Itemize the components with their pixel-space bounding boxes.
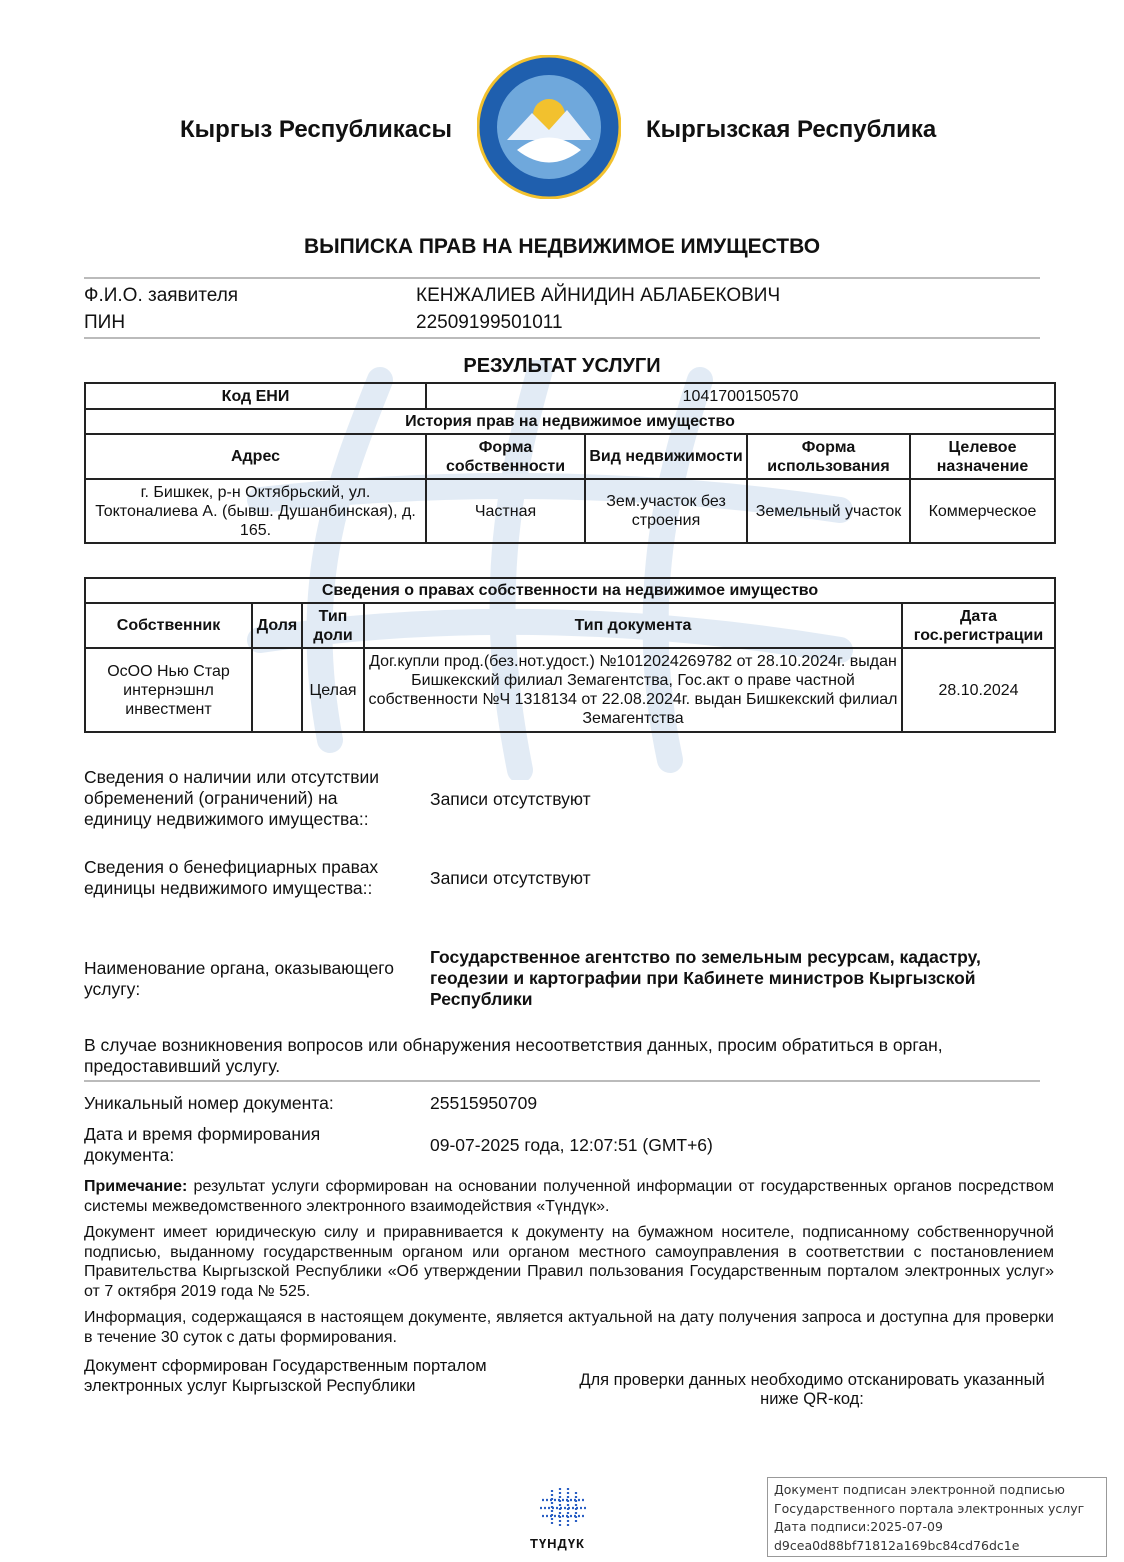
header-purpose: Целевое назначение [910, 434, 1055, 479]
note-text: результат услуги сформирован на основании полученной информации от государственных органов посредством системы межведомственного электронного взаимодействия «Түндүк». [84, 1178, 1054, 1215]
e-signature-stamp [767, 1477, 1107, 1557]
pin-label: ПИН [84, 312, 126, 333]
result-title: РЕЗУЛЬТАТ УСЛУГИ [463, 355, 661, 377]
state-emblem [477, 55, 621, 199]
header-ownership-form: Форма собственности [426, 434, 585, 479]
share-cell [252, 648, 302, 732]
ownership-rights-table [84, 577, 1056, 733]
header-right-title: Кыргызская Республика [646, 116, 937, 143]
share-type-cell: Целая [302, 648, 364, 732]
divider [84, 337, 1040, 339]
property-type-cell: Зем.участок без строения [585, 479, 747, 543]
header-left-title: Кыргыз Республикасы [180, 116, 452, 143]
address-cell: г. Бишкек, р-н Октябрьский, ул. Токтоналиева А. (бывш. Душанбинская), д. 165. [85, 479, 426, 543]
stamp-line: Документ подписан электронной подписью [774, 1482, 1065, 1497]
legal-text: Документ имеет юридическую силу и приравнивается к документу на бумажном носителе, подписанному собственноручной подписью, выданному государственным органом или органом местного самоуправления в соответствии с постановлением Правительства Кыргызской Республики «Об утверждении Правил пользования Государственным порталом электронных услуг» от 7 октября 2019 года № 525. [84, 1224, 1054, 1300]
header-property-type: Вид недвижимости [585, 434, 747, 479]
info-text: Информация, содержащаяся в настоящем документе, является актуальной на дату получения запроса и доступна для проверки в течение 30 суток с даты формирования. [84, 1309, 1054, 1346]
code-label: Код ЕНИ [85, 383, 426, 409]
header-share: Доля [252, 603, 302, 648]
stamp-date: Дата подписи:2025-07-09 [774, 1519, 943, 1534]
header-address: Адрес [85, 434, 426, 479]
stamp-hash: d9cea0d88bf71812a169bc84cd76dc1e [774, 1537, 1020, 1553]
header-share-type: Тип доли [302, 603, 364, 648]
doc-date-label: Дата и время формирования документа: [84, 1124, 321, 1165]
property-history-table [84, 382, 1056, 544]
section-title: Сведения о правах собственности на недвижимое имущество [85, 578, 1055, 603]
stamp-line: Государственного портала электронных услуг [774, 1500, 1085, 1516]
qr-note: Для проверки данных необходимо отсканировать указанный ниже QR-код: [579, 1371, 1045, 1408]
note-label: Примечание: [84, 1178, 188, 1195]
encumbrance-label: Сведения о наличии или отсутствии обременений (ограничений) на единицу недвижимого имущества:: [84, 767, 380, 829]
doc-number-label: Уникальный номер документа: [84, 1093, 334, 1113]
owner-cell: ОсОО Нью Стар интернэшнл инвестмент [85, 648, 252, 732]
agency-label: Наименование органа, оказывающего услугу: [84, 958, 395, 999]
tunduk-logo-text: ТҮНДҮК [530, 1536, 585, 1551]
formed-by: Документ сформирован Государственным порталом электронных услуг Кыргызской Республики [84, 1357, 487, 1395]
beneficiary-value: Записи отсутствуют [430, 868, 591, 888]
ownership-form-cell: Частная [426, 479, 585, 543]
section-title: История прав на недвижимое имущество [85, 409, 1055, 434]
usage-form-cell: Земельный участок [747, 479, 910, 543]
registration-date-cell: 28.10.2024 [902, 648, 1055, 732]
agency-value: Государственное агентство по земельным ресурсам, кадастру, геодезии и картографии при Кабинете министров Кыргызской Республики [430, 947, 981, 1009]
fio-label: Ф.И.О. заявителя [84, 285, 239, 306]
contact-note: В случае возникновения вопросов или обнаружения несоответствия данных, просим обратиться в орган, предоставивший услугу. [84, 1035, 943, 1076]
header-registration-date: Дата гос.регистрации [902, 603, 1055, 648]
pin-value: 22509199501011 [416, 312, 563, 333]
header-owner: Собственник [85, 603, 252, 648]
doc-number-value: 25515950709 [430, 1093, 538, 1113]
purpose-cell: Коммерческое [910, 479, 1055, 543]
document-title: ВЫПИСКА ПРАВ НА НЕДВИЖИМОЕ ИМУЩЕСТВО [303, 235, 821, 258]
note [84, 1177, 1054, 1216]
tunduk-logo-icon [540, 1488, 586, 1528]
header-document-type: Тип документа [364, 603, 902, 648]
fio-value: КЕНЖАЛИЕВ АЙНИДИН АБЛАБЕКОВИЧ [416, 285, 781, 306]
code-value: 1041700150570 [426, 383, 1055, 409]
divider [84, 1080, 1040, 1082]
beneficiary-label: Сведения о бенефициарных правах единицы недвижимого имущества:: [84, 857, 379, 898]
divider [84, 277, 1040, 279]
doc-date-value: 09-07-2025 года, 12:07:51 (GMT+6) [430, 1135, 713, 1155]
document-type-cell: Дог.купли прод.(без.нот.удост.) №1012024269782 от 28.10.2024г. выдан Бишкекский филиал Земагентства, Гос.акт о праве частной собственности №Ч 1318134 от 22.08.2024г. выдан Бишкекский филиал Земагентства [364, 648, 902, 732]
encumbrance-value: Записи отсутствуют [430, 789, 591, 809]
header-usage-form: Форма использования [747, 434, 910, 479]
